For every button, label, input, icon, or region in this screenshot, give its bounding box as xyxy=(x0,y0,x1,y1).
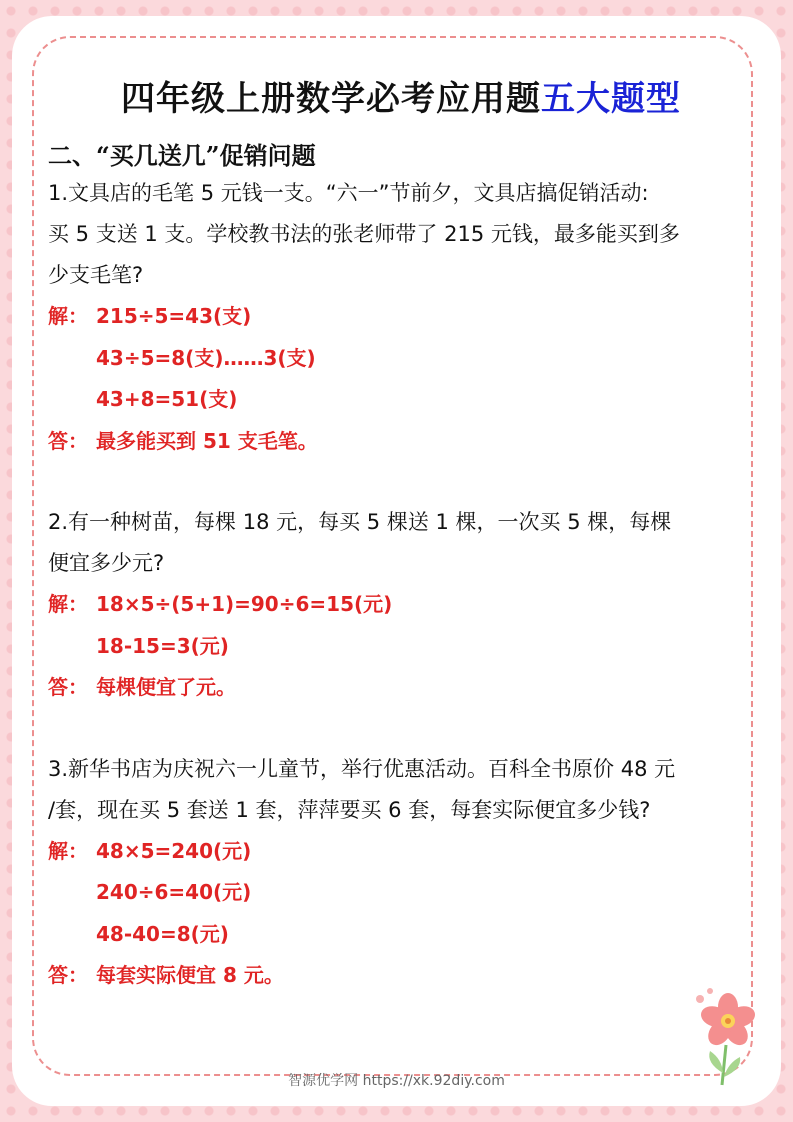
page-title xyxy=(32,76,770,122)
solution-step: 43+8=51(支) xyxy=(96,387,238,411)
answer-label: 答： xyxy=(48,963,88,987)
title-highlight: 五大题型 xyxy=(541,79,681,119)
footer-watermark: 智源优学网 https://xk.92diy.com xyxy=(288,1073,505,1089)
problem-3 xyxy=(48,749,754,997)
solution-step: 48-40=8(元) xyxy=(96,921,229,946)
solution-step: 18-15=3(元) xyxy=(96,633,229,658)
title-main: 四年级上册数学必考应用题 xyxy=(121,79,541,119)
answer-text: 每套实际便宜 8 元。 xyxy=(96,963,284,987)
solution-step: 48×5=240(元) xyxy=(96,838,252,863)
spacer xyxy=(48,462,754,502)
solution-step: 215÷5=43(支) xyxy=(96,304,252,328)
question-line: 买 5 支送 1 支。学校教书法的张老师带了 215 元钱，最多能买到多 xyxy=(48,222,680,246)
problem-2 xyxy=(48,502,754,709)
question-line: 少支毛笔? xyxy=(48,263,144,287)
solution-label: 解： xyxy=(48,838,88,863)
section-heading: 二、“买几送几”促销问题 xyxy=(48,141,316,170)
solution-step: 240÷6=40(元) xyxy=(96,880,252,904)
content xyxy=(48,76,754,997)
answer-label: 答： xyxy=(48,675,88,699)
question-line: 便宜多少元? xyxy=(48,551,165,575)
problem-1 xyxy=(48,173,754,462)
solution-label: 解： xyxy=(48,592,88,616)
spacer xyxy=(48,709,754,749)
solution-step: 18×5÷(5+1)=90÷6=15(元) xyxy=(96,592,393,616)
solution-label: 解： xyxy=(48,304,88,328)
answer-label: 答： xyxy=(48,428,88,453)
answer-text: 每棵便宜了元。 xyxy=(96,675,236,699)
question-line: 2.有一种树苗，每棵 18 元，每买 5 棵送 1 棵，一次买 5 棵，每棵 xyxy=(48,510,672,534)
question-line: 1.文具店的毛笔 5 元钱一支。“六一”节前夕，文具店搞促销活动: xyxy=(48,181,649,205)
answer-text: 最多能买到 51 支毛笔。 xyxy=(96,428,318,453)
question-line: 3.新华书店为庆祝六一儿童节，举行优惠活动。百科全书原价 48 元 xyxy=(48,756,676,781)
question-line: /套，现在买 5 套送 1 套，萍萍要买 6 套，每套实际便宜多少钱? xyxy=(48,797,651,822)
solution-step: 43÷5=8(支)……3(支) xyxy=(96,345,316,370)
